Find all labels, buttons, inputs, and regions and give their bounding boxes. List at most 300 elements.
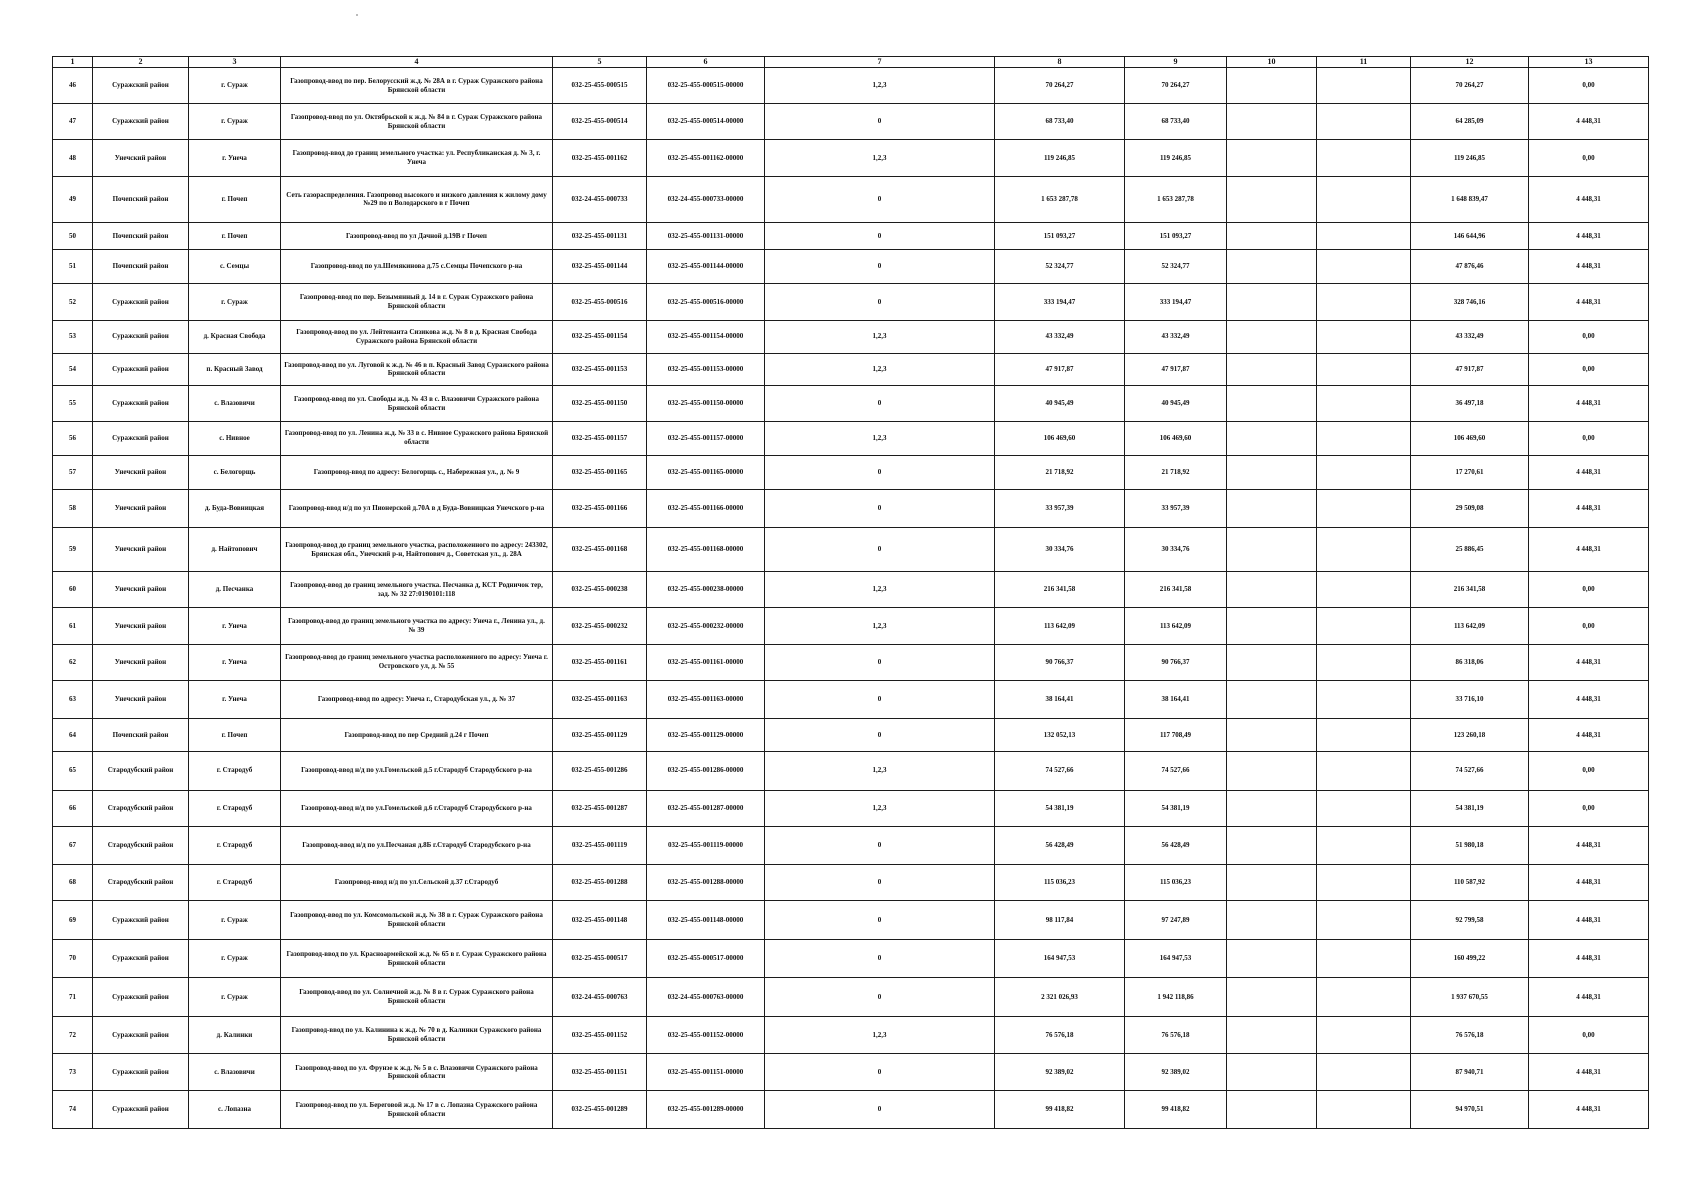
value-col10-cell: [1227, 489, 1317, 527]
value-col13-cell: 4 448,31: [1529, 386, 1649, 421]
inventory-number-cell: 032-25-455-001151: [553, 1054, 647, 1091]
value-col10-cell: [1227, 1054, 1317, 1091]
value-col8-cell: 98 117,84: [995, 901, 1125, 939]
row-number-cell: 58: [53, 489, 93, 527]
table-row: [53, 528, 1649, 572]
value-col11-cell: [1317, 939, 1411, 977]
table-row: [53, 250, 1649, 284]
accounting-number-cell: 032-25-455-001288-00000: [647, 865, 765, 901]
column-number-header-row: [53, 57, 1649, 68]
locality-cell: с. Нивное: [189, 421, 281, 455]
district-cell: Суражский район: [93, 1091, 189, 1129]
inventory-number-cell: 032-25-455-001129: [553, 719, 647, 752]
value-col12-cell: 47 917,87: [1411, 353, 1529, 386]
value-col11-cell: [1317, 1054, 1411, 1091]
value-col12-cell: 328 746,16: [1411, 284, 1529, 320]
group-code-cell: 0: [765, 680, 995, 718]
accounting-number-cell: 032-25-455-001163-00000: [647, 680, 765, 718]
district-cell: Унечский район: [93, 680, 189, 718]
value-col11-cell: [1317, 1016, 1411, 1053]
accounting-number-cell: 032-25-455-001144-00000: [647, 250, 765, 284]
object-name-cell: Газопровод-ввод по ул. Солнечной ж.д. № 8 в г. Сураж Суражского района Брянской области: [281, 978, 553, 1016]
locality-cell: г. Стародуб: [189, 826, 281, 864]
value-col11-cell: [1317, 572, 1411, 608]
table-row: [53, 320, 1649, 353]
locality-cell: г. Унеча: [189, 644, 281, 680]
district-cell: Унечский район: [93, 140, 189, 176]
value-col11-cell: [1317, 644, 1411, 680]
table-row: [53, 572, 1649, 608]
object-name-cell: Газопровод-ввод по адресу: Белогорщь с., Набережная ул., д. № 9: [281, 455, 553, 489]
accounting-number-cell: 032-25-455-001157-00000: [647, 421, 765, 455]
value-col12-cell: 76 576,18: [1411, 1016, 1529, 1053]
accounting-number-cell: 032-25-455-001162-00000: [647, 140, 765, 176]
accounting-number-cell: 032-25-455-001129-00000: [647, 719, 765, 752]
accounting-number-cell: 032-25-455-001152-00000: [647, 1016, 765, 1053]
value-col10-cell: [1227, 386, 1317, 421]
value-col13-cell: 0,00: [1529, 68, 1649, 104]
value-col9-cell: 30 334,76: [1125, 528, 1227, 572]
value-col11-cell: [1317, 176, 1411, 222]
column-number-11: 11: [1317, 57, 1411, 68]
district-cell: Почепский район: [93, 250, 189, 284]
accounting-number-cell: 032-25-455-001154-00000: [647, 320, 765, 353]
object-name-cell: Газопровод-ввод до границ земельного участка по адресу: Унеча г., Ленина ул., д. № 39: [281, 608, 553, 644]
value-col11-cell: [1317, 826, 1411, 864]
inventory-number-cell: 032-25-455-001163: [553, 680, 647, 718]
value-col9-cell: 38 164,41: [1125, 680, 1227, 718]
value-col10-cell: [1227, 176, 1317, 222]
group-code-cell: 1,2,3: [765, 608, 995, 644]
value-col13-cell: 4 448,31: [1529, 284, 1649, 320]
inventory-number-cell: 032-25-455-000232: [553, 608, 647, 644]
value-col8-cell: 33 957,39: [995, 489, 1125, 527]
value-col13-cell: 0,00: [1529, 790, 1649, 826]
locality-cell: д. Красная Свобода: [189, 320, 281, 353]
column-number-13: 13: [1529, 57, 1649, 68]
inventory-number-cell: 032-25-455-001157: [553, 421, 647, 455]
value-col11-cell: [1317, 528, 1411, 572]
group-code-cell: 1,2,3: [765, 68, 995, 104]
value-col12-cell: 92 799,58: [1411, 901, 1529, 939]
object-name-cell: Газопровод-ввод по пер. Безымянный д. 14 в г. Сураж Суражского района Брянской области: [281, 284, 553, 320]
group-code-cell: 0: [765, 1091, 995, 1129]
district-cell: Унечский район: [93, 608, 189, 644]
inventory-number-cell: 032-25-455-000516: [553, 284, 647, 320]
accounting-number-cell: 032-25-455-001150-00000: [647, 386, 765, 421]
accounting-number-cell: 032-25-455-001165-00000: [647, 455, 765, 489]
value-col8-cell: 40 945,49: [995, 386, 1125, 421]
locality-cell: д. Калинки: [189, 1016, 281, 1053]
group-code-cell: 0: [765, 719, 995, 752]
group-code-cell: 1,2,3: [765, 421, 995, 455]
table-row: [53, 826, 1649, 864]
inventory-number-cell: 032-25-455-001289: [553, 1091, 647, 1129]
row-number-cell: 51: [53, 250, 93, 284]
value-col8-cell: 106 469,60: [995, 421, 1125, 455]
value-col10-cell: [1227, 528, 1317, 572]
value-col13-cell: 0,00: [1529, 421, 1649, 455]
row-number-cell: 63: [53, 680, 93, 718]
locality-cell: г. Унеча: [189, 680, 281, 718]
value-col13-cell: 0,00: [1529, 353, 1649, 386]
table-row: [53, 978, 1649, 1016]
inventory-number-cell: 032-25-455-001119: [553, 826, 647, 864]
value-col13-cell: 4 448,31: [1529, 489, 1649, 527]
value-col12-cell: 119 246,85: [1411, 140, 1529, 176]
value-col9-cell: 68 733,40: [1125, 104, 1227, 140]
value-col12-cell: 36 497,18: [1411, 386, 1529, 421]
group-code-cell: 0: [765, 978, 995, 1016]
value-col12-cell: 17 270,61: [1411, 455, 1529, 489]
value-col11-cell: [1317, 865, 1411, 901]
object-name-cell: Газопровод-ввод по ул.Шемякинова д.75 с.Семцы Почепского р-на: [281, 250, 553, 284]
value-col12-cell: 123 260,18: [1411, 719, 1529, 752]
accounting-number-cell: 032-25-455-000238-00000: [647, 572, 765, 608]
inventory-number-cell: 032-25-455-001166: [553, 489, 647, 527]
value-col8-cell: 56 428,49: [995, 826, 1125, 864]
row-number-cell: 62: [53, 644, 93, 680]
value-col13-cell: 4 448,31: [1529, 222, 1649, 249]
object-name-cell: Газопровод-ввод по ул. Комсомольской ж.д. № 38 в г. Сураж Суражского района Брянской области: [281, 901, 553, 939]
object-name-cell: Сеть газораспределения. Газопровод высокого и низкого давления к жилому дому №29 по п Володарского в г Почеп: [281, 176, 553, 222]
value-col12-cell: 47 876,46: [1411, 250, 1529, 284]
value-col11-cell: [1317, 719, 1411, 752]
table-row: [53, 719, 1649, 752]
group-code-cell: 0: [765, 826, 995, 864]
value-col9-cell: 47 917,87: [1125, 353, 1227, 386]
row-number-cell: 68: [53, 865, 93, 901]
table-row: [53, 752, 1649, 790]
district-cell: Суражский район: [93, 68, 189, 104]
value-col8-cell: 52 324,77: [995, 250, 1125, 284]
value-col13-cell: 4 448,31: [1529, 719, 1649, 752]
district-cell: Суражский район: [93, 421, 189, 455]
row-number-cell: 72: [53, 1016, 93, 1053]
value-col12-cell: 29 509,08: [1411, 489, 1529, 527]
locality-cell: г. Сураж: [189, 939, 281, 977]
table-row: [53, 644, 1649, 680]
value-col8-cell: 115 036,23: [995, 865, 1125, 901]
group-code-cell: 1,2,3: [765, 1016, 995, 1053]
value-col9-cell: 1 942 118,86: [1125, 978, 1227, 1016]
row-number-cell: 64: [53, 719, 93, 752]
value-col9-cell: 43 332,49: [1125, 320, 1227, 353]
group-code-cell: 0: [765, 644, 995, 680]
value-col11-cell: [1317, 386, 1411, 421]
object-name-cell: Газопровод-ввод по пер. Белорусский ж.д. № 28А в г. Сураж Суражского района Брянской области: [281, 68, 553, 104]
value-col9-cell: 21 718,92: [1125, 455, 1227, 489]
locality-cell: г. Сураж: [189, 978, 281, 1016]
table-row: [53, 284, 1649, 320]
value-col10-cell: [1227, 978, 1317, 1016]
district-cell: Почепский район: [93, 176, 189, 222]
row-number-cell: 69: [53, 901, 93, 939]
district-cell: Суражский район: [93, 901, 189, 939]
value-col9-cell: 333 194,47: [1125, 284, 1227, 320]
object-name-cell: Газопровод-ввод по ул. Красноармейской ж.д. № 65 в г. Сураж Суражского района Брянской области: [281, 939, 553, 977]
value-col13-cell: 4 448,31: [1529, 1091, 1649, 1129]
value-col8-cell: 30 334,76: [995, 528, 1125, 572]
district-cell: Суражский район: [93, 939, 189, 977]
table-row: [53, 353, 1649, 386]
locality-cell: г. Унеча: [189, 140, 281, 176]
table-row: [53, 140, 1649, 176]
row-number-cell: 52: [53, 284, 93, 320]
accounting-number-cell: 032-25-455-001161-00000: [647, 644, 765, 680]
district-cell: Стародубский район: [93, 752, 189, 790]
table-row: [53, 68, 1649, 104]
group-code-cell: 0: [765, 489, 995, 527]
table-row: [53, 901, 1649, 939]
value-col10-cell: [1227, 1016, 1317, 1053]
value-col12-cell: 86 318,06: [1411, 644, 1529, 680]
value-col8-cell: 2 321 026,93: [995, 978, 1125, 1016]
column-number-1: 1: [53, 57, 93, 68]
value-col11-cell: [1317, 1091, 1411, 1129]
locality-cell: г. Унеча: [189, 608, 281, 644]
row-number-cell: 60: [53, 572, 93, 608]
value-col9-cell: 52 324,77: [1125, 250, 1227, 284]
value-col10-cell: [1227, 790, 1317, 826]
value-col8-cell: 216 341,58: [995, 572, 1125, 608]
value-col13-cell: 0,00: [1529, 320, 1649, 353]
district-cell: Суражский район: [93, 386, 189, 421]
inventory-number-cell: 032-25-455-001150: [553, 386, 647, 421]
district-cell: Унечский район: [93, 489, 189, 527]
value-col10-cell: [1227, 421, 1317, 455]
inventory-number-cell: 032-25-455-001287: [553, 790, 647, 826]
row-number-cell: 70: [53, 939, 93, 977]
value-col12-cell: 64 285,09: [1411, 104, 1529, 140]
value-col8-cell: 99 418,82: [995, 1091, 1125, 1129]
locality-cell: г. Стародуб: [189, 790, 281, 826]
value-col13-cell: 0,00: [1529, 572, 1649, 608]
object-name-cell: Газопровод-ввод по ул. Луговой к ж.д. № 46 в п. Красный Завод Суражского района Брянской области: [281, 353, 553, 386]
row-number-cell: 56: [53, 421, 93, 455]
inventory-number-cell: 032-25-455-001165: [553, 455, 647, 489]
row-number-cell: 73: [53, 1054, 93, 1091]
row-number-cell: 71: [53, 978, 93, 1016]
district-cell: Суражский район: [93, 353, 189, 386]
value-col10-cell: [1227, 752, 1317, 790]
value-col9-cell: 151 093,27: [1125, 222, 1227, 249]
value-col10-cell: [1227, 865, 1317, 901]
locality-cell: г. Почеп: [189, 176, 281, 222]
value-col10-cell: [1227, 608, 1317, 644]
district-cell: Суражский район: [93, 320, 189, 353]
column-number-6: 6: [647, 57, 765, 68]
value-col8-cell: 119 246,85: [995, 140, 1125, 176]
column-number-10: 10: [1227, 57, 1317, 68]
object-name-cell: Газопровод-ввод по пер Средний д.24 г Почеп: [281, 719, 553, 752]
value-col13-cell: 4 448,31: [1529, 901, 1649, 939]
inventory-number-cell: 032-25-455-001148: [553, 901, 647, 939]
group-code-cell: 1,2,3: [765, 353, 995, 386]
value-col12-cell: 54 381,19: [1411, 790, 1529, 826]
inventory-number-cell: 032-25-455-001162: [553, 140, 647, 176]
value-col8-cell: 38 164,41: [995, 680, 1125, 718]
locality-cell: д. Найтопович: [189, 528, 281, 572]
value-col12-cell: 1 937 670,55: [1411, 978, 1529, 1016]
district-cell: Стародубский район: [93, 865, 189, 901]
column-number-12: 12: [1411, 57, 1529, 68]
value-col13-cell: 4 448,31: [1529, 250, 1649, 284]
value-col11-cell: [1317, 250, 1411, 284]
group-code-cell: 1,2,3: [765, 572, 995, 608]
value-col8-cell: 151 093,27: [995, 222, 1125, 249]
value-col9-cell: 92 389,02: [1125, 1054, 1227, 1091]
inventory-number-cell: 032-25-455-000515: [553, 68, 647, 104]
district-cell: Суражский район: [93, 104, 189, 140]
object-name-cell: Газопровод-ввод по ул. Ленина ж.д. № 33 в с. Нивное Суражского района Брянской области: [281, 421, 553, 455]
locality-cell: г. Почеп: [189, 222, 281, 249]
inventory-number-cell: 032-25-455-001288: [553, 865, 647, 901]
accounting-number-cell: 032-25-455-000232-00000: [647, 608, 765, 644]
object-name-cell: Газопровод-ввод по ул. Калинина к ж.д. № 70 в д. Калинки Суражского района Брянской области: [281, 1016, 553, 1053]
row-number-cell: 53: [53, 320, 93, 353]
inventory-number-cell: 032-25-455-000238: [553, 572, 647, 608]
value-col8-cell: 1 653 287,78: [995, 176, 1125, 222]
value-col12-cell: 70 264,27: [1411, 68, 1529, 104]
group-code-cell: 0: [765, 939, 995, 977]
table-row: [53, 176, 1649, 222]
locality-cell: с. Лопазна: [189, 1091, 281, 1129]
value-col9-cell: 70 264,27: [1125, 68, 1227, 104]
column-number-8: 8: [995, 57, 1125, 68]
object-name-cell: Газопровод-ввод н/д по ул.Сельской д.37 г.Стародуб: [281, 865, 553, 901]
row-number-cell: 65: [53, 752, 93, 790]
column-number-2: 2: [93, 57, 189, 68]
locality-cell: п. Красный Завод: [189, 353, 281, 386]
locality-cell: д. Песчанка: [189, 572, 281, 608]
value-col8-cell: 132 052,13: [995, 719, 1125, 752]
object-name-cell: Газопровод-ввод н/д по ул.Гомельской д.5 г.Стародуб Стародубского р-на: [281, 752, 553, 790]
inventory-number-cell: 032-25-455-001286: [553, 752, 647, 790]
row-number-cell: 55: [53, 386, 93, 421]
locality-cell: г. Сураж: [189, 901, 281, 939]
value-col11-cell: [1317, 790, 1411, 826]
district-cell: Суражский район: [93, 978, 189, 1016]
value-col10-cell: [1227, 320, 1317, 353]
district-cell: Суражский район: [93, 284, 189, 320]
value-col12-cell: 87 940,71: [1411, 1054, 1529, 1091]
district-cell: Суражский район: [93, 1016, 189, 1053]
table-row: [53, 222, 1649, 249]
value-col13-cell: 0,00: [1529, 140, 1649, 176]
value-col9-cell: 164 947,53: [1125, 939, 1227, 977]
value-col11-cell: [1317, 140, 1411, 176]
value-col11-cell: [1317, 421, 1411, 455]
accounting-number-cell: 032-24-455-000763-00000: [647, 978, 765, 1016]
register-rows: [53, 68, 1649, 1129]
group-code-cell: 0: [765, 455, 995, 489]
column-number-9: 9: [1125, 57, 1227, 68]
value-col10-cell: [1227, 250, 1317, 284]
value-col11-cell: [1317, 284, 1411, 320]
value-col12-cell: 74 527,66: [1411, 752, 1529, 790]
column-number-5: 5: [553, 57, 647, 68]
accounting-number-cell: 032-25-455-000515-00000: [647, 68, 765, 104]
value-col9-cell: 117 708,49: [1125, 719, 1227, 752]
column-number-3: 3: [189, 57, 281, 68]
value-col13-cell: 4 448,31: [1529, 1054, 1649, 1091]
object-name-cell: Газопровод-ввод по ул. Береговой ж.д. № 17 в с. Лопазна Суражского района Брянской области: [281, 1091, 553, 1129]
value-col12-cell: 146 644,96: [1411, 222, 1529, 249]
locality-cell: г. Стародуб: [189, 865, 281, 901]
value-col9-cell: 74 527,66: [1125, 752, 1227, 790]
district-cell: Унечский район: [93, 455, 189, 489]
accounting-number-cell: 032-25-455-001131-00000: [647, 222, 765, 249]
row-number-cell: 67: [53, 826, 93, 864]
table-row: [53, 939, 1649, 977]
group-code-cell: 1,2,3: [765, 140, 995, 176]
locality-cell: г. Сураж: [189, 104, 281, 140]
value-col12-cell: 113 642,09: [1411, 608, 1529, 644]
value-col9-cell: 76 576,18: [1125, 1016, 1227, 1053]
value-col8-cell: 43 332,49: [995, 320, 1125, 353]
group-code-cell: 0: [765, 250, 995, 284]
group-code-cell: 0: [765, 1054, 995, 1091]
value-col11-cell: [1317, 608, 1411, 644]
value-col13-cell: 0,00: [1529, 608, 1649, 644]
row-number-cell: 47: [53, 104, 93, 140]
value-col11-cell: [1317, 68, 1411, 104]
value-col11-cell: [1317, 489, 1411, 527]
value-col13-cell: 4 448,31: [1529, 978, 1649, 1016]
locality-cell: г. Почеп: [189, 719, 281, 752]
inventory-number-cell: 032-25-455-000517: [553, 939, 647, 977]
district-cell: Стародубский район: [93, 790, 189, 826]
row-number-cell: 66: [53, 790, 93, 826]
table-row: [53, 790, 1649, 826]
value-col8-cell: 90 766,37: [995, 644, 1125, 680]
value-col10-cell: [1227, 222, 1317, 249]
district-cell: Суражский район: [93, 1054, 189, 1091]
table-row: [53, 489, 1649, 527]
value-col8-cell: 76 576,18: [995, 1016, 1125, 1053]
object-name-cell: Газопровод-ввод по ул. Фрунзе к ж.д. № 5 в с. Влазовичи Суражского района Брянской области: [281, 1054, 553, 1091]
table-row: [53, 1091, 1649, 1129]
assets-register-table: [52, 56, 1649, 1129]
table-row: [53, 680, 1649, 718]
inventory-number-cell: 032-24-455-000733: [553, 176, 647, 222]
value-col11-cell: [1317, 901, 1411, 939]
locality-cell: г. Сураж: [189, 284, 281, 320]
object-name-cell: Газопровод-ввод н/д по ул Пионерской д.70А в д Буда-Вовницкая Унечского р-на: [281, 489, 553, 527]
inventory-number-cell: 032-25-455-001144: [553, 250, 647, 284]
value-col10-cell: [1227, 353, 1317, 386]
accounting-number-cell: 032-25-455-000516-00000: [647, 284, 765, 320]
value-col8-cell: 70 264,27: [995, 68, 1125, 104]
value-col8-cell: 113 642,09: [995, 608, 1125, 644]
table-row: [53, 421, 1649, 455]
value-col13-cell: 4 448,31: [1529, 939, 1649, 977]
group-code-cell: 1,2,3: [765, 752, 995, 790]
object-name-cell: Газопровод-ввод до границ земельного участка, расположенного по адресу: 243302, Брянская обл., Унечский р-н, Найтопович д., Советская ул., д. 28А: [281, 528, 553, 572]
scan-speck: [356, 14, 358, 16]
accounting-number-cell: 032-25-455-001119-00000: [647, 826, 765, 864]
value-col10-cell: [1227, 68, 1317, 104]
value-col9-cell: 56 428,49: [1125, 826, 1227, 864]
group-code-cell: 0: [765, 104, 995, 140]
value-col10-cell: [1227, 572, 1317, 608]
value-col12-cell: 25 886,45: [1411, 528, 1529, 572]
accounting-number-cell: 032-25-455-001166-00000: [647, 489, 765, 527]
district-cell: Почепский район: [93, 719, 189, 752]
inventory-number-cell: 032-25-455-001168: [553, 528, 647, 572]
value-col10-cell: [1227, 939, 1317, 977]
